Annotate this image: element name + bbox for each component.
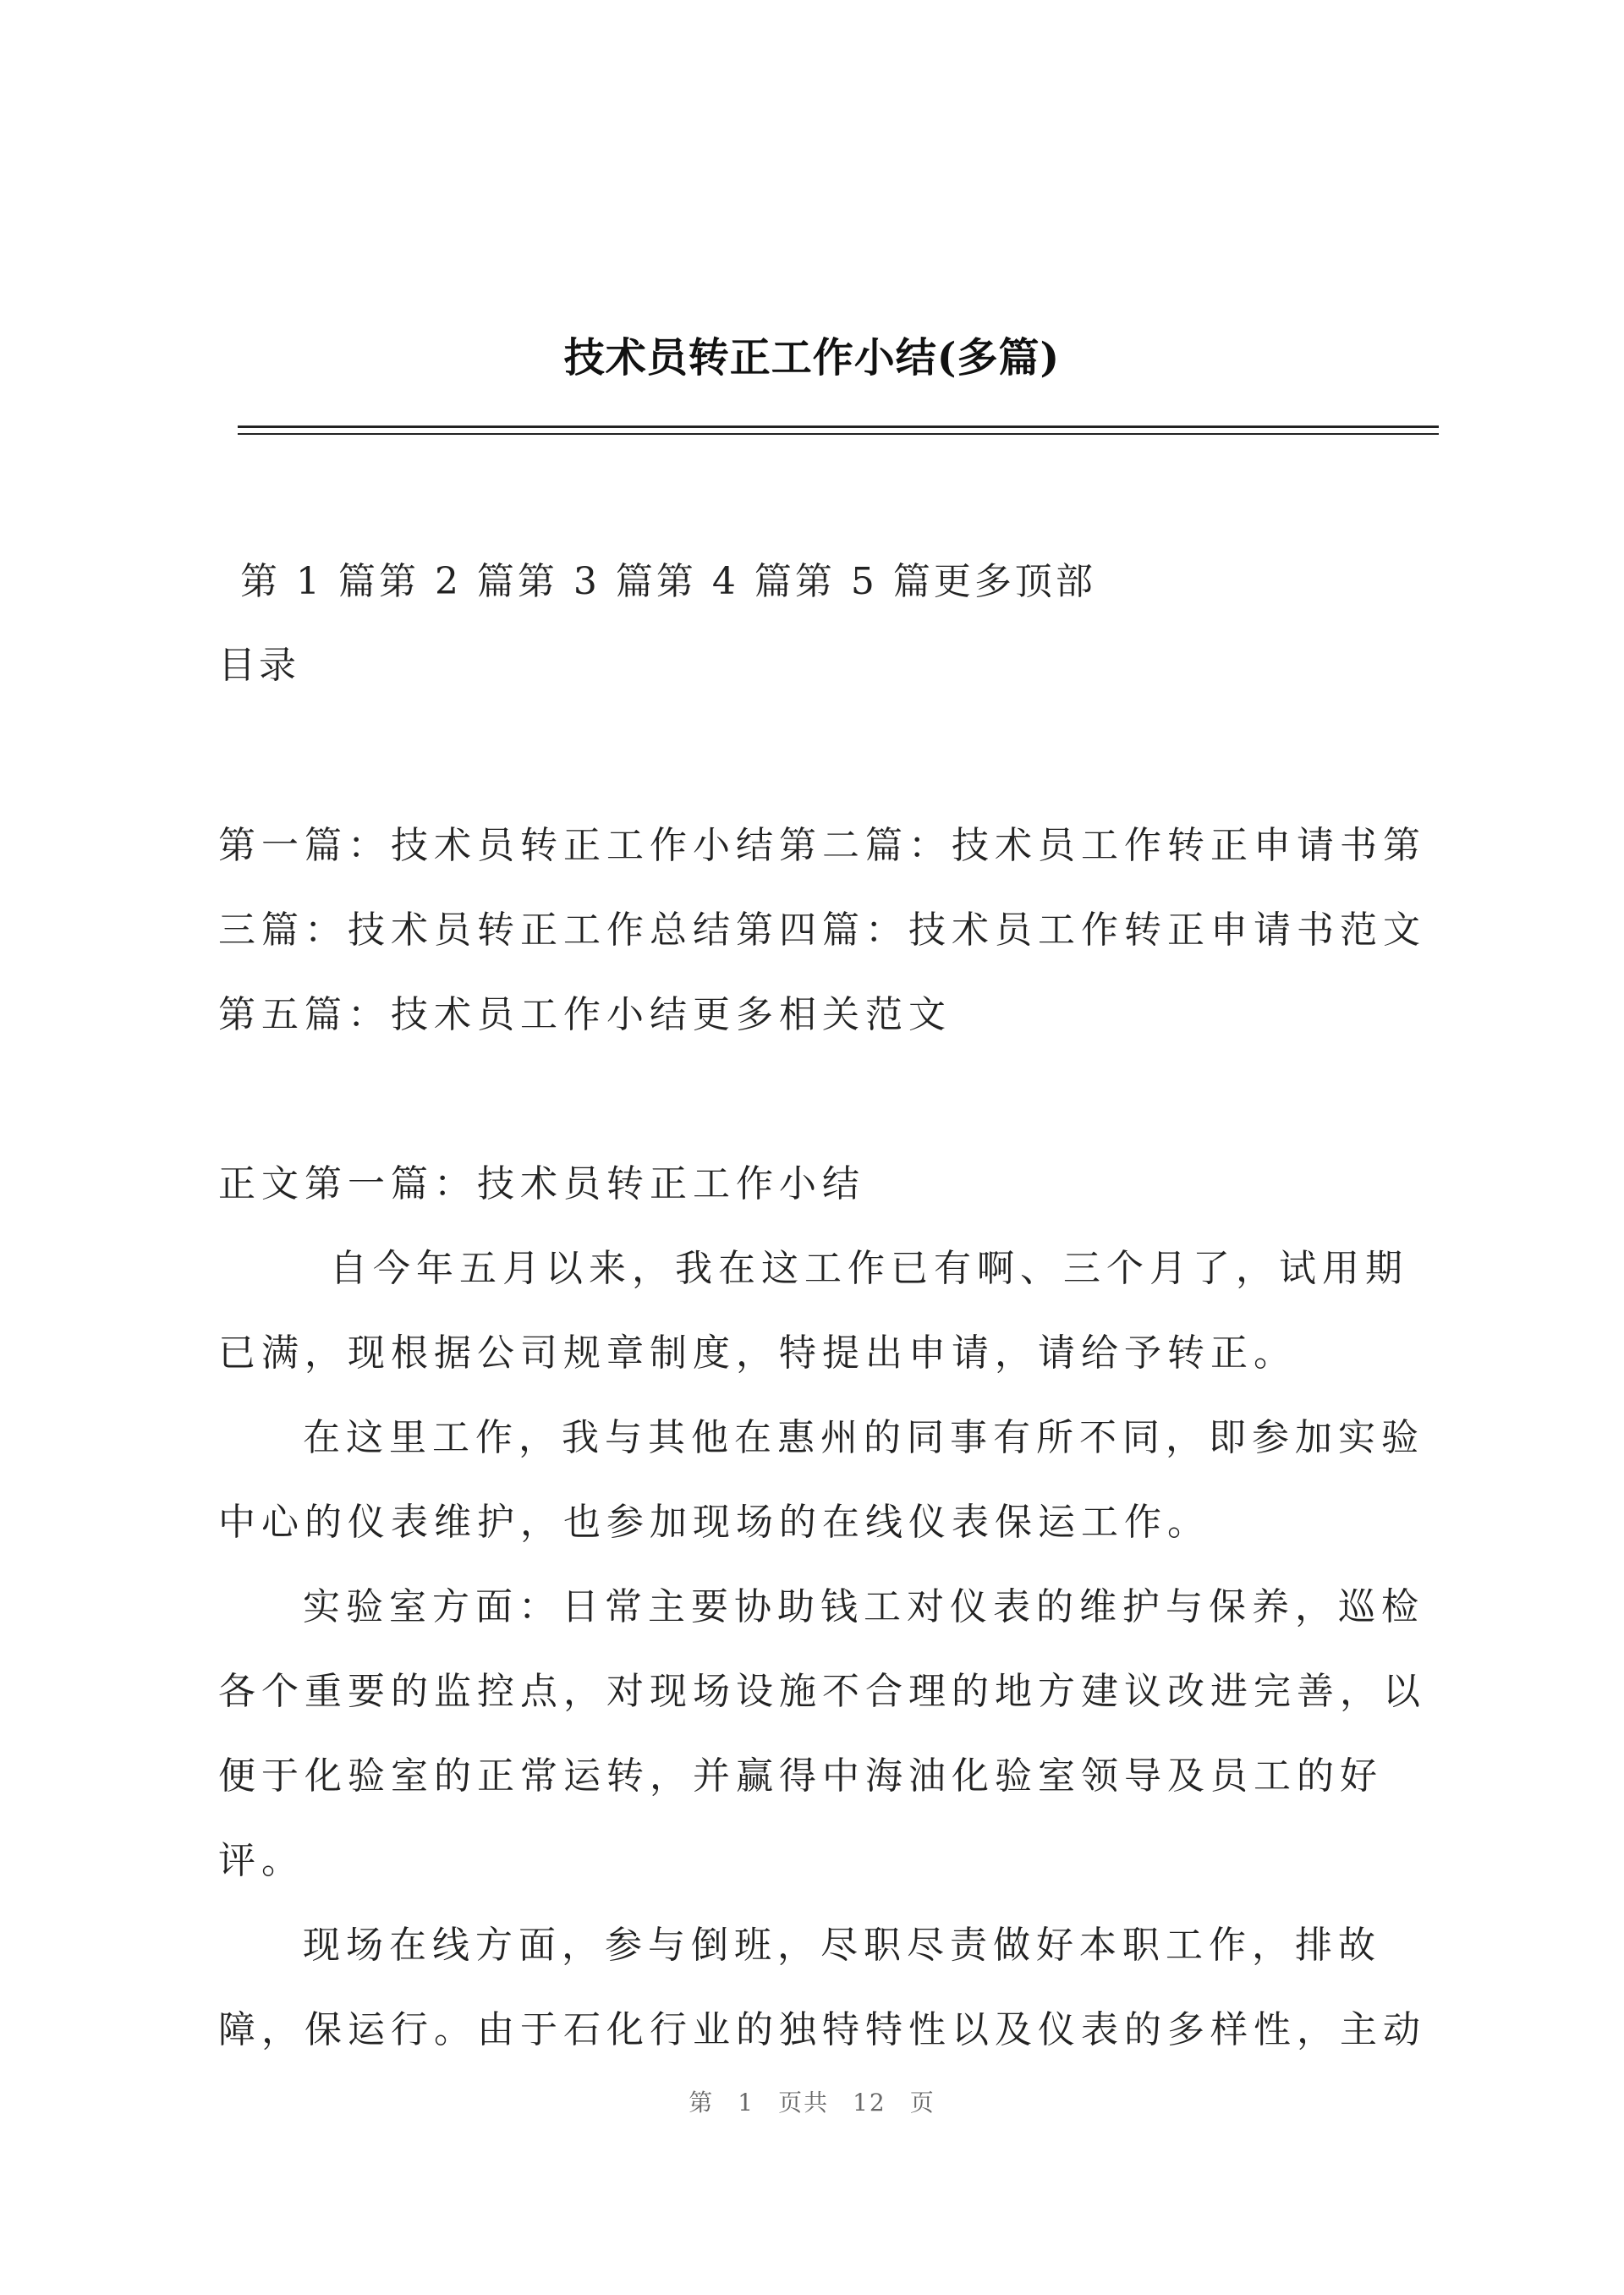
footer-current-page: 1 bbox=[738, 2089, 755, 2117]
body-text bbox=[218, 1142, 1436, 2073]
toc-line: 第五篇：技术员工作小结更多相关范文 bbox=[218, 993, 952, 1036]
body-line: 实验室方面：日常主要协助钱工对仪表的维护与保养，巡检 bbox=[303, 1585, 1424, 1628]
toc-heading: 目录 bbox=[218, 644, 299, 687]
body-line: 已满，现根据公司规章制度，特提出申请，请给予转正。 bbox=[218, 1331, 1297, 1375]
body-line: 评。 bbox=[218, 1839, 304, 1882]
title-rule-thin bbox=[238, 433, 1439, 435]
section-nav[interactable]: 第 1 篇第 2 篇第 3 篇第 4 篇第 5 篇更多顶部 bbox=[240, 560, 1096, 603]
body-line: 便于化验室的正常运转，并赢得中海油化验室领导及员工的好 bbox=[218, 1754, 1383, 1798]
toc-line: 第一篇：技术员转正工作小结第二篇：技术员工作转正申请书第 bbox=[218, 824, 1426, 867]
footer-label-of: 页共 bbox=[778, 2089, 830, 2117]
footer-label-end: 页 bbox=[909, 2089, 935, 2117]
body-line: 自今年五月以来，我在这工作已有啊、三个月了，试用期 bbox=[330, 1247, 1408, 1290]
body-line: 障，保运行。由于石化行业的独特特性以及仪表的多样性，主动 bbox=[218, 2008, 1426, 2051]
body-line: 在这里工作，我与其他在惠州的同事有所不同，即参加实验 bbox=[303, 1416, 1424, 1459]
page-footer bbox=[0, 2086, 1624, 2120]
toc-block bbox=[218, 804, 1436, 1057]
title-rule-thick bbox=[238, 426, 1439, 428]
body-line: 各个重要的监控点，对现场设施不合理的地方建议改进完善，以 bbox=[218, 1670, 1426, 1713]
footer-total-pages: 12 bbox=[853, 2089, 886, 2117]
body-line: 中心的仪表维护，也参加现场的在线仪表保运工作。 bbox=[218, 1501, 1210, 1544]
body-line: 现场在线方面，参与倒班，尽职尽责做好本职工作，排故 bbox=[303, 1924, 1381, 1967]
footer-label-page: 第 bbox=[689, 2089, 715, 2117]
page-title: 技术员转正工作小结(多篇) bbox=[563, 334, 1061, 382]
toc-line: 三篇：技术员转正工作总结第四篇：技术员工作转正申请书范文 bbox=[218, 909, 1426, 952]
section-heading: 正文第一篇：技术员转正工作小结 bbox=[218, 1162, 865, 1205]
